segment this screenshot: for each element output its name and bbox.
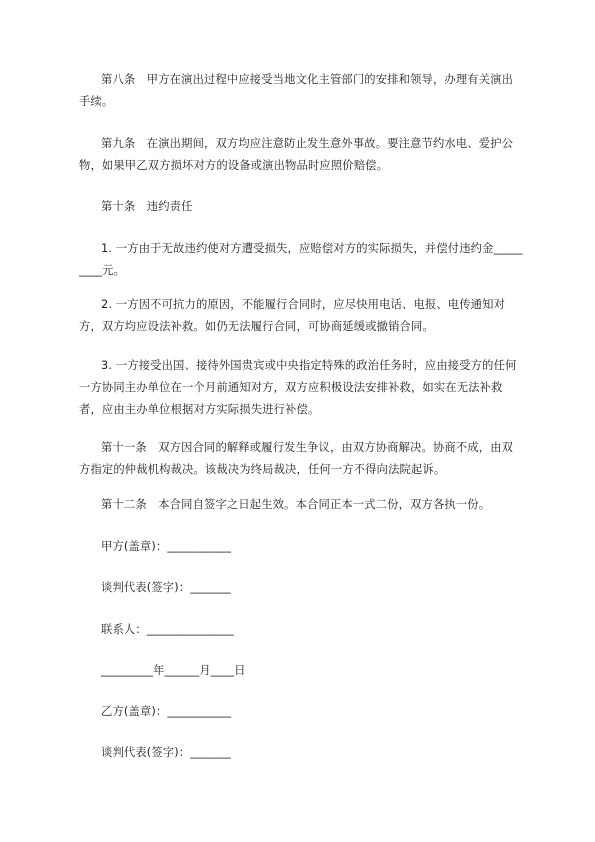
article-11-paragraph: 第十一条 双方因合同的解释或履行发生争议，由双方协商解决。协商不成，由双方指定的仲裁机构裁决。该裁决为终局裁决，任何一方不得向法院起诉。: [79, 441, 514, 476]
party-a-representative-line: 谈判代表(签字)：_______: [101, 581, 231, 594]
party-a-seal-line: 甲方(盖章)：___________: [101, 540, 232, 553]
date-line: _________年______月____日: [101, 664, 246, 677]
liability-clause-1: 1. 一方由于无故违约使对方遭受损失，应赔偿对方的实际损失，并偿付违约金_________元。: [79, 242, 523, 277]
party-b-representative-line: 谈判代表(签字)：_______: [101, 746, 231, 759]
contact-person-line: 联系人：_______________: [101, 623, 234, 636]
party-b-seal-line: 乙方(盖章)：___________: [101, 705, 232, 718]
article-12-paragraph: 第十二条 本合同自签字之日起生效。本合同正本一式二份，双方各执一份。: [101, 498, 491, 511]
liability-clause-2: 2. 一方因不可抗力的原因，不能履行合同时，应尽快用电话、电报、电传通知对方，双方均应设法补救。如仍无法履行合同，可协商延缓或撤销合同。: [79, 298, 506, 333]
article-8-paragraph: 第八条 甲方在演出过程中应接受当地文化主管部门的安排和领导，办理有关演出手续。: [79, 73, 514, 108]
article-10-heading: 第十条 违约责任: [101, 200, 193, 213]
article-9-paragraph: 第九条 在演出期间，双方均应注意防止发生意外事故。要注意节约水电、爱护公物，如果甲乙双方损坏对方的设备或演出物品时应照价赔偿。: [79, 137, 514, 172]
liability-clause-3: 3. 一方接受出国、接待外国贵宾或中央指定特殊的政治任务时，应由接受方的任何一方协同主办单位在一个月前通知对方，双方应积极设法安排补救，如实在无法补救者，应由主办单位根据对方实际损失进行补偿。: [79, 359, 517, 416]
